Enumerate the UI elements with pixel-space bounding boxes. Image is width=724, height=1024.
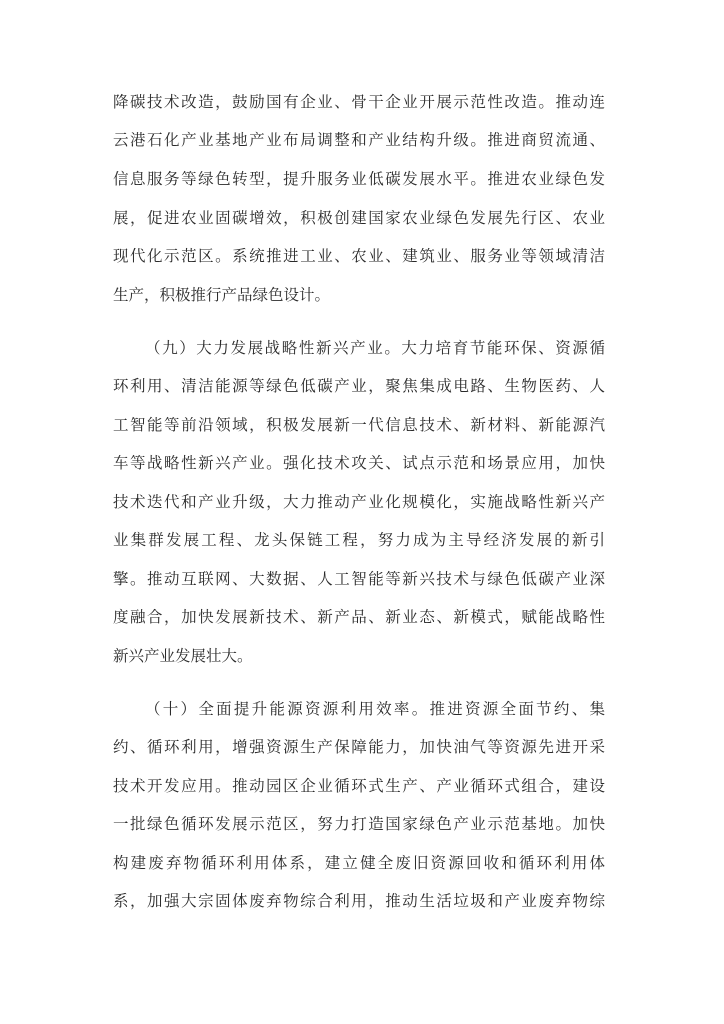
text-line: 度融合，加快发展新技术、新产品、新业态、新模式，赋能战略性: [113, 608, 605, 626]
text-line: 构建废弃物循环利用体系，建立健全废旧资源回收和循环利用体: [113, 854, 605, 872]
text-line: 工智能等前沿领域，积极发展新一代信息技术、新材料、新能源汽: [113, 416, 605, 434]
text-line: 业集群发展工程、龙头保链工程，努力成为主导经济发展的新引: [113, 531, 605, 549]
text-line: 云港石化产业基地产业布局调整和产业结构升级。推进商贸流通、: [113, 131, 605, 149]
text-line: 约、循环利用，增强资源生产保障能力，加快油气等资源先进开采: [113, 738, 605, 756]
text-line: 环利用、清洁能源等绿色低碳产业，聚焦集成电路、生物医药、人: [113, 377, 605, 395]
text-line: 新兴产业发展壮大。: [113, 647, 253, 665]
text-line: 降碳技术改造，鼓励国有企业、骨干企业开展示范性改造。推动连: [113, 93, 605, 111]
text-line: 信息服务等绿色转型，提升服务业低碳发展水平。推进农业绿色发: [113, 170, 605, 188]
text-line: 展，促进农业固碳增效，积极创建国家农业绿色发展先行区、农业: [113, 209, 605, 227]
section-heading-line: （十）全面提升能源资源利用效率。推进资源全面节约、集: [145, 700, 605, 718]
text-line: 一批绿色循环发展示范区，努力打造国家绿色产业示范基地。加快: [113, 815, 605, 833]
section-heading-line: （九）大力发展战略性新兴产业。大力培育节能环保、资源循: [145, 339, 605, 357]
text-line: 现代化示范区。系统推进工业、农业、建筑业、服务业等领域清洁: [113, 247, 605, 265]
text-line: 技术开发应用。推动园区企业循环式生产、产业循环式组合，建设: [113, 777, 605, 795]
text-line: 生产，积极推行产品绿色设计。: [113, 286, 331, 304]
text-line: 技术迭代和产业升级，大力推动产业化规模化，实施战略性新兴产: [113, 493, 605, 511]
text-line: 车等战略性新兴产业。强化技术攻关、试点示范和场景应用，加快: [113, 454, 605, 472]
text-line: 擎。推动互联网、大数据、人工智能等新兴技术与绿色低碳产业深: [113, 570, 605, 588]
text-line: 系，加强大宗固体废弃物综合利用，推动生活垃圾和产业废弃物综: [113, 892, 605, 910]
